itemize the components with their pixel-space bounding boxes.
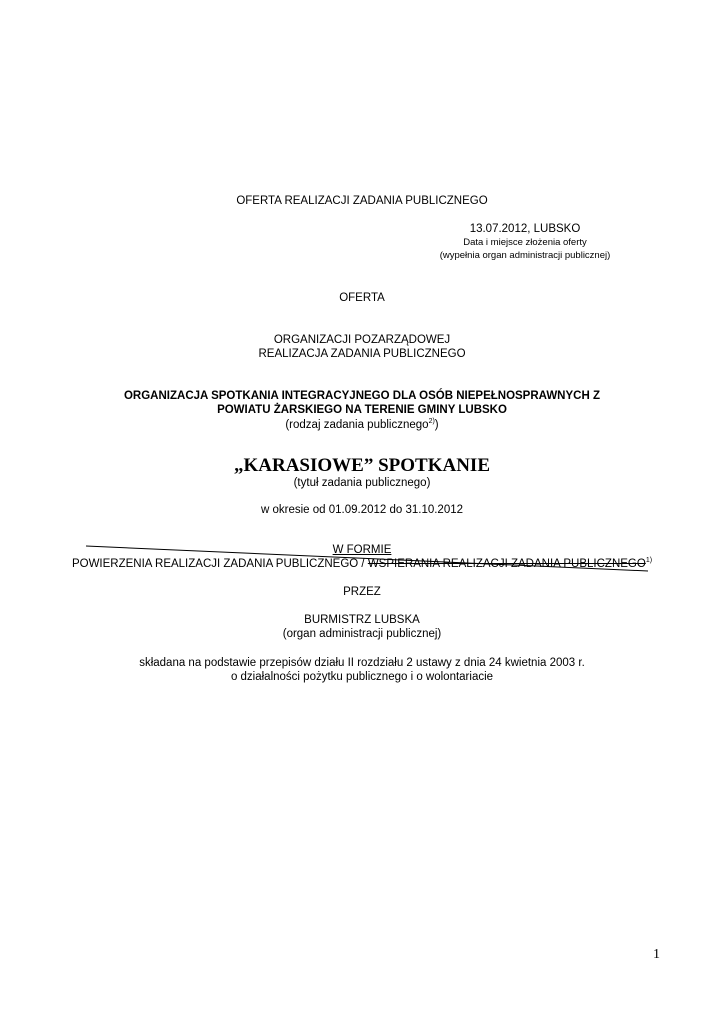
date-place-value: 13.07.2012, LUBSKO: [469, 223, 581, 235]
org-line-1: ORGANIZACJI POZARZĄDOWEJ: [273, 334, 451, 346]
date-place-note: (wypełnia organ administracji publicznej): [439, 250, 611, 261]
page-number: 1: [653, 947, 660, 962]
footnote-marker-2: 2): [428, 418, 435, 426]
task-kind-caption-text: (rodzaj zadania publicznego: [285, 419, 429, 431]
offer-title: OFERTA: [339, 292, 385, 304]
legal-basis-line-1: składana na podstawie przepisów działu II rozdziału 2 ustawy z dnia 24 kwietnia 2003 r.: [139, 657, 585, 669]
date-place-label: Data i miejsce złożenia oferty: [463, 237, 587, 248]
task-kind-line-1: ORGANIZACJA SPOTKANIA INTEGRACYJNEGO DLA OSÓB NIEPEŁNOSPRAWNYCH Z: [123, 390, 600, 402]
authority-name: BURMISTRZ LUBSKA: [304, 614, 420, 626]
task-kind-line-2: POWIATU ŻARSKIEGO NA TERENIE GMINY LUBSKO: [217, 404, 507, 416]
task-title: „KARASIOWE” SPOTKANIE: [233, 455, 491, 476]
document-heading: OFERTA REALIZACJI ZADANIA PUBLICZNEGO: [236, 195, 488, 207]
authority-caption: (organ administracji publicznej): [282, 628, 442, 640]
org-line-2: REALIZACJA ZADANIA PUBLICZNEGO: [258, 348, 466, 360]
task-title-caption: (tytuł zadania publicznego): [293, 477, 431, 489]
task-kind-caption-close: ): [434, 419, 439, 431]
form-option-entrusting: POWIERZENIA REALIZACJI ZADANIA PUBLICZNEGO: [71, 558, 359, 570]
legal-basis-line-2: o działalności pożytku publicznego i o wolontariacie: [230, 671, 494, 683]
form-option-supporting: WSPIERANIA REALIZACJI ZADANIA PUBLICZNEGO: [367, 558, 646, 570]
form-option-separator: /: [358, 558, 368, 570]
footnote-marker-1: 1): [645, 557, 653, 565]
by-label: PRZEZ: [343, 586, 381, 598]
task-period: w okresie od 01.09.2012 do 31.10.2012: [260, 504, 464, 516]
form-heading: W FORMIE: [332, 544, 392, 556]
